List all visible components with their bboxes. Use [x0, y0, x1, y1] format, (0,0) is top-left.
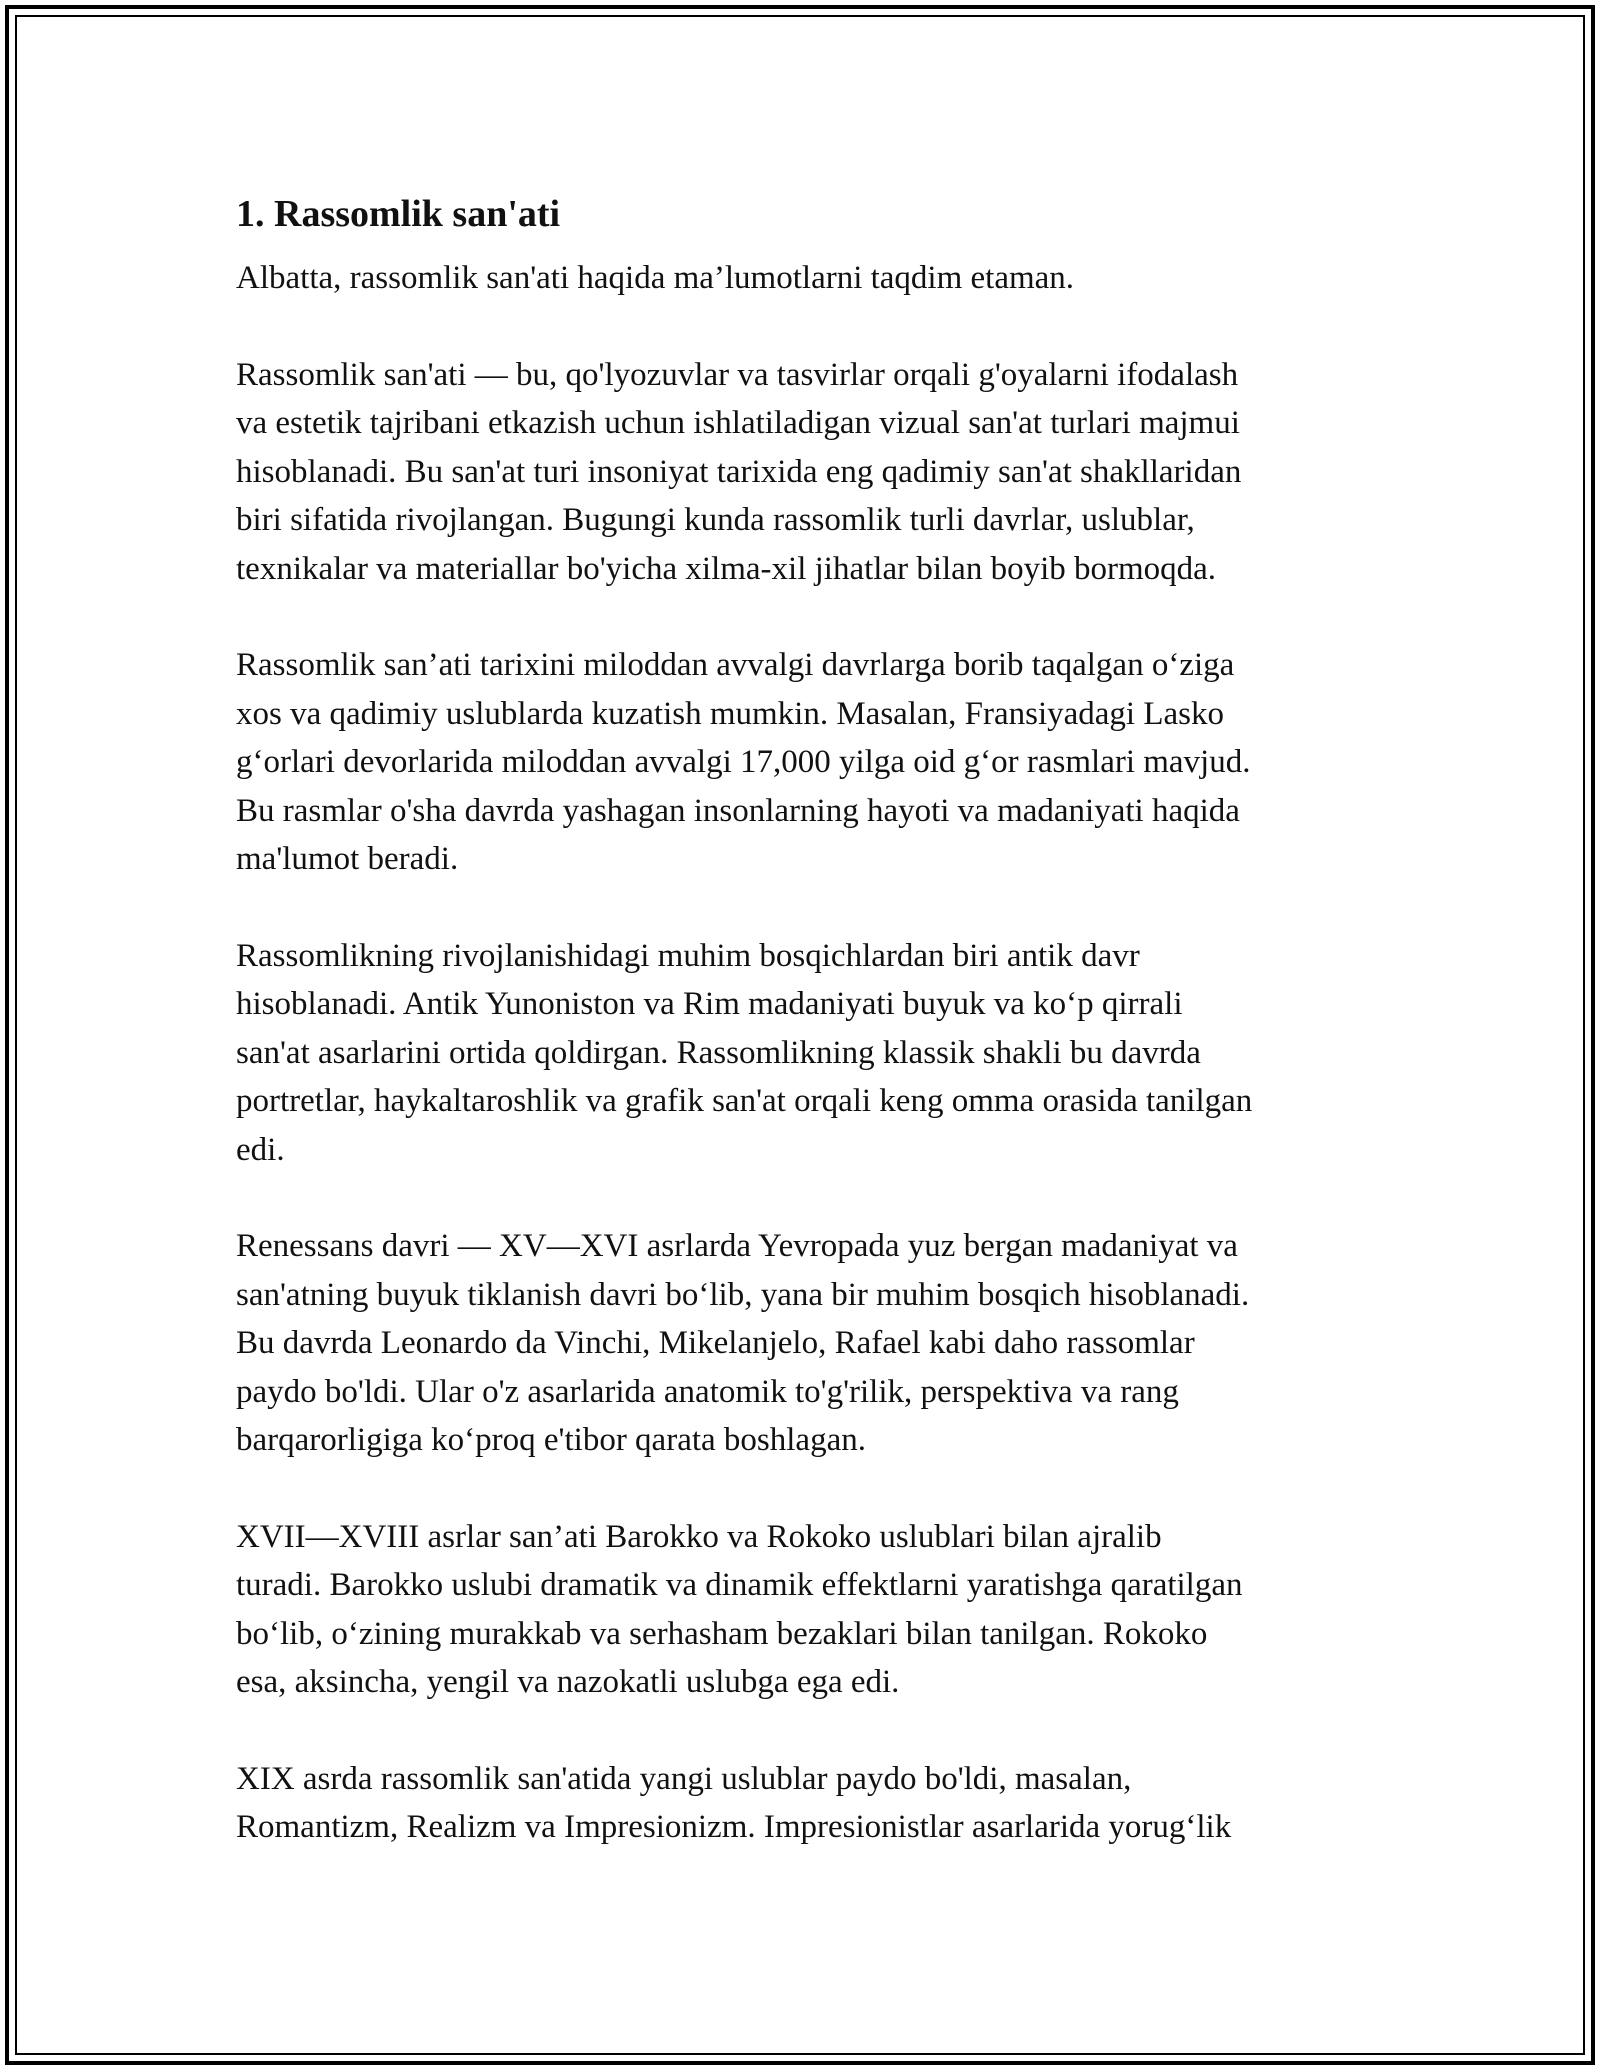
paragraph-list [236, 254, 1376, 1852]
paragraph [236, 1755, 1376, 1852]
paragraph [236, 351, 1376, 594]
paragraph [236, 1222, 1376, 1465]
paragraph-line: ma'lumot beradi. [236, 841, 459, 877]
paragraph [236, 641, 1376, 884]
paragraph-line: texnikalar va materiallar bo'yicha xilma-xil jihatlar bilan boyib bormoqda. [236, 550, 1217, 587]
paragraph [236, 1513, 1376, 1707]
paragraph-line: hisoblanadi. Antik Yunoniston va Rim madaniyati buyuk va ko‘p qirrali [236, 986, 1183, 1022]
paragraph-line: Renessans davri — XV—XVI asrlarda Yevropada yuz bergan madaniyat va [236, 1228, 1238, 1264]
paragraph-line: barqarorligiga ko‘proq e'tibor qarata boshlagan. [236, 1422, 866, 1458]
paragraph-line: portretlar, haykaltaroshlik va grafik san'at orqali keng omma orasida tanilgan [236, 1083, 1253, 1119]
paragraph-line: paydo bo'ldi. Ular o'z asarlarida anatomik to'g'rilik, perspektiva va rang [236, 1373, 1179, 1410]
paragraph-line: Bu rasmlar o'sha davrda yashagan insonlarning hayoti va madaniyati haqida [236, 792, 1240, 829]
paragraph-line: xos va qadimiy uslublarda kuzatish mumkin. Masalan, Fransiyadagi Lasko [236, 695, 1224, 732]
paragraph-line: san'at asarlarini ortida qoldirgan. Rassomlikning klassik shakli bu davrda [236, 1034, 1201, 1071]
paragraph-line: XIX asrda rassomlik san'atida yangi uslublar paydo bo'ldi, masalan, [236, 1760, 1132, 1797]
paragraph-line: edi. [236, 1131, 285, 1168]
paragraph-line: Rassomlik san’ati tarixini miloddan avvalgi davrlarga borib taqalgan o‘ziga [236, 647, 1235, 683]
paragraph-line: Albatta, rassomlik san'ati haqida ma’lumotlarni taqdim etaman. [236, 260, 1075, 296]
paragraph-line: XVII—XVIII asrlar san’ati Barokko va Rokoko uslublari bilan ajralib [236, 1518, 1162, 1555]
section-heading: 1. Rassomlik san'ati [236, 193, 561, 235]
paragraph-line: Bu davrda Leonardo da Vinchi, Mikelanjelo, Rafael kabi daho rassomlar [236, 1325, 1195, 1361]
paragraph-line: san'atning buyuk tiklanish davri bo‘lib, yana bir muhim bosqich hisoblanadi. [236, 1276, 1250, 1313]
paragraph-line: Rassomlik san'ati — bu, qo'lyozuvlar va tasvirlar orqali g'oyalarni ifodalash [236, 356, 1239, 393]
document-body [236, 186, 1376, 1900]
paragraph [236, 254, 1376, 303]
paragraph-line: va estetik tajribani etkazish uchun ishlatiladigan vizual san'at turlari majmui [236, 405, 1240, 441]
paragraph-line: Romantizm, Realizm va Impresionizm. Impresionistlar asarlarida yorug‘lik [236, 1809, 1232, 1845]
paragraph [236, 932, 1376, 1175]
paragraph-line: Rassomlikning rivojlanishidagi muhim bosqichlardan biri antik davr [236, 937, 1140, 974]
paragraph-line: bo‘lib, o‘zining murakkab va serhasham bezaklari bilan tanilgan. Rokoko [236, 1615, 1208, 1652]
paragraph-line: turadi. Barokko uslubi dramatik va dinamik effektlarni yaratishga qaratilgan [236, 1567, 1243, 1603]
paragraph-line: g‘orlari devorlarida miloddan avvalgi 17,000 yilga oid g‘or rasmlari mavjud. [236, 744, 1251, 780]
paragraph-line: esa, aksincha, yengil va nazokatli uslubga ega edi. [236, 1664, 900, 1700]
paragraph-line: hisoblanadi. Bu san'at turi insoniyat tarixida eng qadimiy san'at shakllaridan [236, 453, 1242, 490]
paragraph-line: biri sifatida rivojlangan. Bugungi kunda rassomlik turli davrlar, uslublar, [236, 502, 1195, 538]
